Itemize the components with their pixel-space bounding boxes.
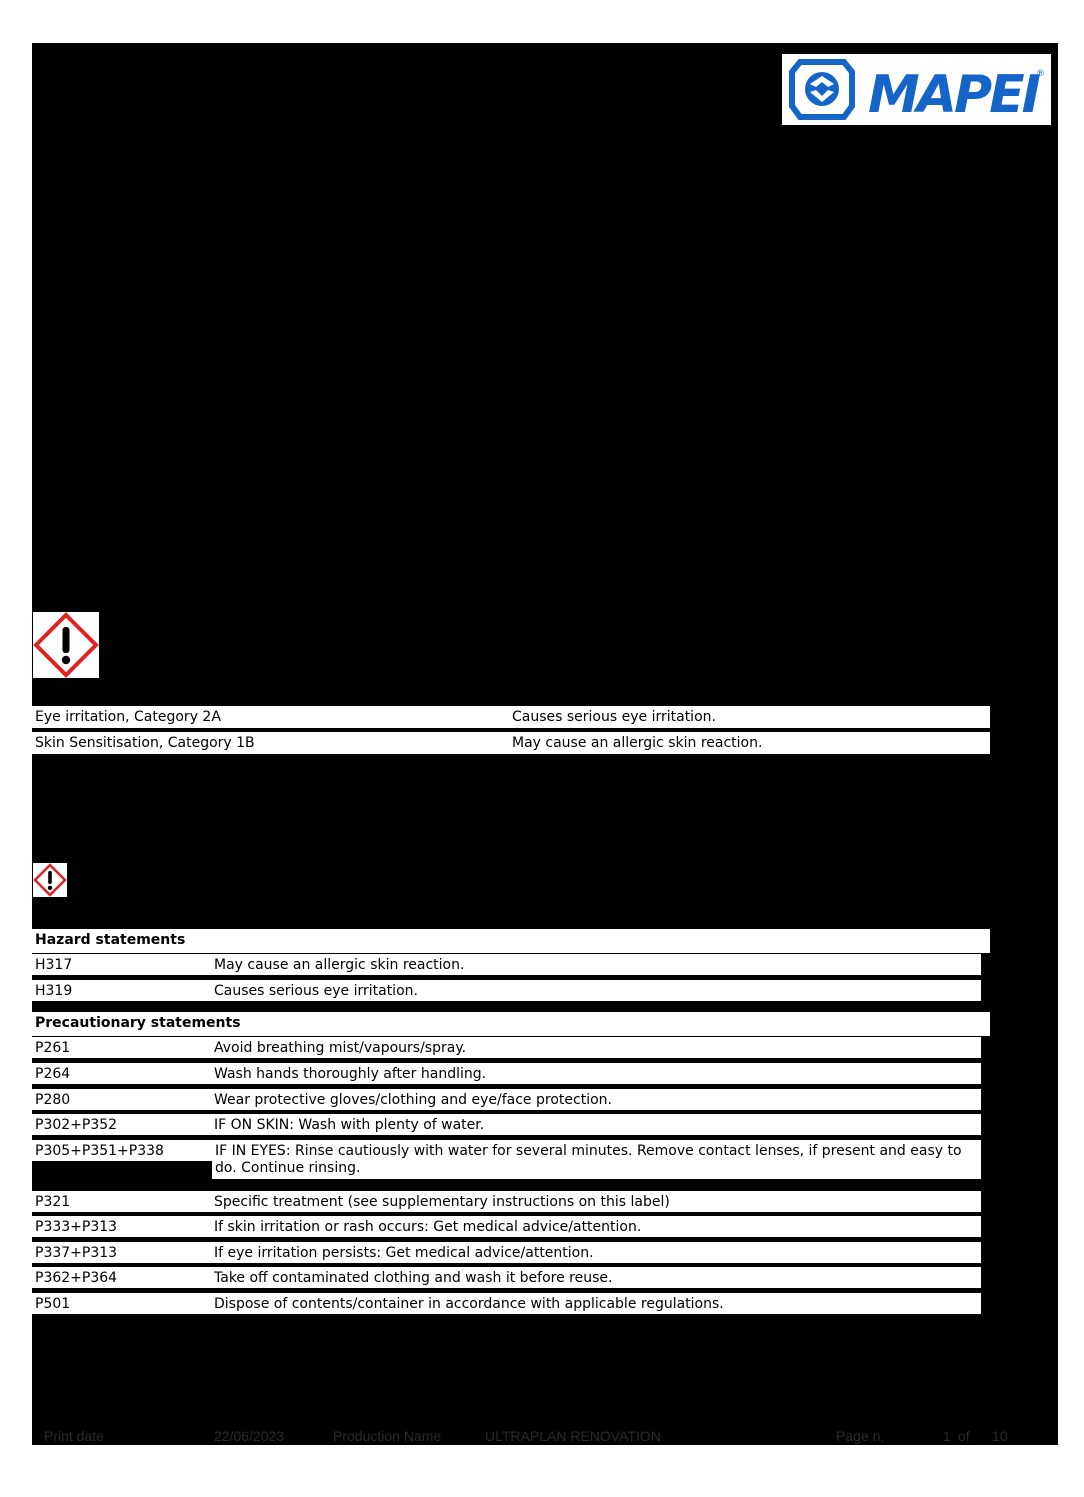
page-current: 1 (943, 1428, 951, 1444)
statement-row (32, 1089, 981, 1110)
statement-row-continued (212, 1140, 981, 1179)
hazard-class-statement: May cause an allergic skin reaction. (512, 735, 763, 751)
statement-row (32, 1216, 981, 1237)
classification-row (32, 706, 990, 728)
statement-row (32, 1114, 981, 1135)
statement-text: If skin irritation or rash occurs: Get medical advice/attention. (214, 1219, 642, 1235)
statement-row (32, 1293, 981, 1314)
svg-text:®: ® (1036, 69, 1045, 79)
statement-text: Wash hands thoroughly after handling. (214, 1066, 487, 1082)
statement-row (32, 1191, 981, 1212)
page-label: Page n. (836, 1428, 885, 1444)
statement-code: P305+P351+P338 (35, 1143, 164, 1159)
page-total: 10 (992, 1428, 1008, 1444)
statement-row (32, 1242, 981, 1263)
statement-text: IF ON SKIN: Wash with plenty of water. (214, 1117, 485, 1133)
statement-text: Specific treatment (see supplementary instructions on this label) (214, 1194, 670, 1210)
exclamation-mark-icon (33, 612, 99, 678)
exclamation-mark-icon (33, 863, 67, 897)
statement-text: Take off contaminated clothing and wash it before reuse. (214, 1270, 613, 1286)
product-name: ULTRAPLAN RENOVATION (485, 1428, 661, 1444)
statement-code: H317 (35, 957, 73, 973)
statement-code: H319 (35, 983, 73, 999)
page-footer (0, 1428, 1084, 1444)
precautionary-statements-heading: Precautionary statements (32, 1012, 990, 1036)
statement-row (32, 954, 981, 975)
statement-code: P261 (35, 1040, 71, 1056)
statement-text: Wear protective gloves/clothing and eye/face protection. (214, 1092, 612, 1108)
statement-text: May cause an allergic skin reaction. (214, 957, 465, 973)
statement-text: IF IN EYES: Rinse cautiously with water for several minutes. Remove contact lenses, if present and easy to do. Continue rinsing. (215, 1143, 962, 1176)
statement-row (32, 1037, 981, 1058)
page-of: of (958, 1428, 970, 1444)
classification-row (32, 732, 990, 754)
print-date: 22/06/2023 (214, 1428, 285, 1444)
print-date-label: Print date (44, 1428, 104, 1444)
statement-code: P337+P313 (35, 1245, 118, 1261)
hazard-statements-heading: Hazard statements (32, 929, 990, 953)
statement-code: P264 (35, 1066, 71, 1082)
statement-code: P501 (35, 1296, 71, 1312)
statement-row (32, 1267, 981, 1288)
statement-text: Avoid breathing mist/vapours/spray. (214, 1040, 467, 1056)
statement-text: Causes serious eye irritation. (214, 983, 418, 999)
statement-code: P280 (35, 1092, 71, 1108)
statement-code: P362+P364 (35, 1270, 118, 1286)
statement-row (32, 1063, 981, 1084)
statement-text: Dispose of contents/container in accordance with applicable regulations. (214, 1296, 724, 1312)
statement-row (32, 980, 981, 1001)
statement-code: P302+P352 (35, 1117, 118, 1133)
hazard-class: Skin Sensitisation, Category 1B (35, 735, 255, 751)
statement-code: P321 (35, 1194, 71, 1210)
statement-text: If eye irritation persists: Get medical advice/attention. (214, 1245, 594, 1261)
hazard-class-statement: Causes serious eye irritation. (512, 709, 716, 725)
product-label: Production Name (333, 1428, 442, 1444)
statement-code: P333+P313 (35, 1219, 118, 1235)
svg-text:MAPEI: MAPEI (868, 65, 1038, 125)
mapei-logo (782, 54, 1051, 125)
hazard-class: Eye irritation, Category 2A (35, 709, 221, 725)
